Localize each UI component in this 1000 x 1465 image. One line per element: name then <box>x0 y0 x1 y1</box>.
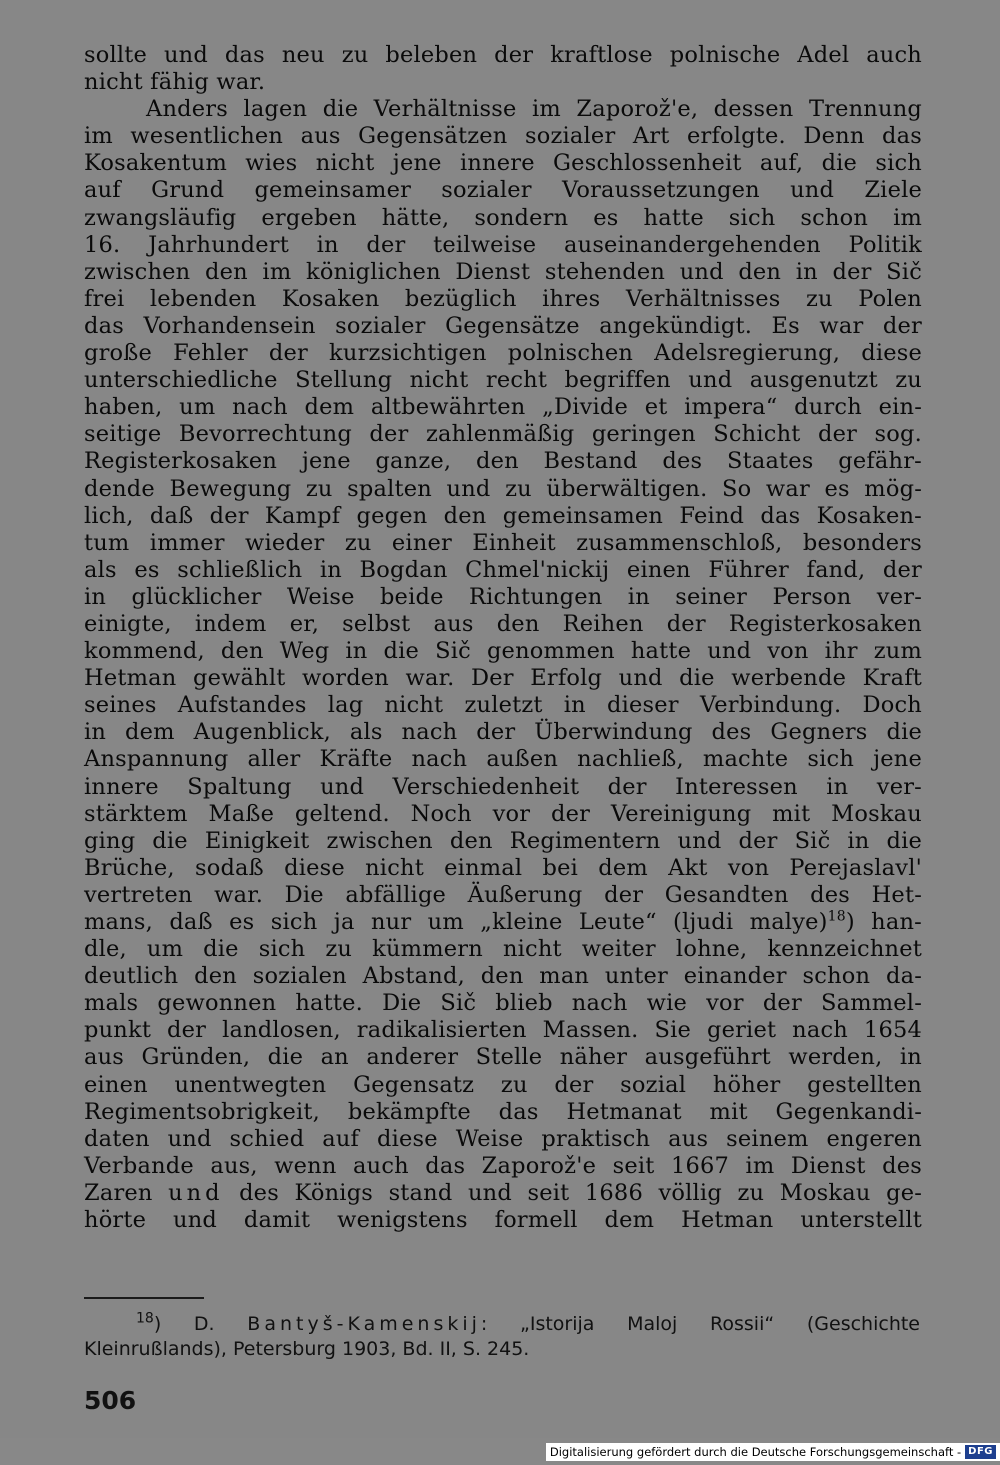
body-line: große Fehler der kurzsichtigen polnischen Adelsregierung, diese <box>84 340 922 367</box>
body-line: als es schließlich in Bogdan Chmel'nickij einen Führer fand, der <box>84 556 922 583</box>
dfg-credit-text: Digitalisierung gefördert durch die Deutsche Forschungsgemeinschaft - <box>549 1444 962 1459</box>
body-line: dle, um die sich zu kümmern nicht weiter lohne, kennzeichnet <box>84 936 922 963</box>
body-line: das Vorhandensein sozialer Gegensätze angekündigt. Es war der <box>84 312 922 339</box>
body-line: aus Gründen, die an anderer Stelle näher ausgeführt werden, in <box>84 1044 922 1071</box>
footnote-line-2: Kleinrußlands), Petersburg 1903, Bd. II, S. 245. <box>84 1338 530 1360</box>
body-line: stärktem Maße geltend. Noch vor der Vereinigung mit Moskau <box>84 800 922 827</box>
body-line: Zaren und des Königs stand und seit 1686 völlig zu Moskau ge- <box>84 1179 923 1206</box>
body-line: punkt der landlosen, radikalisierten Massen. Sie geriet nach 1654 <box>84 1017 922 1044</box>
body-line: zwangsläufig ergeben hätte, sondern es hatte sich schon im <box>84 204 922 231</box>
dfg-credit-bar <box>0 1438 1000 1465</box>
body-line: Verbande aus, wenn auch das Zaporož'e seit 1667 im Dienst des <box>84 1152 922 1179</box>
footnote-author: Bantyš-Kamenskij <box>247 1313 481 1335</box>
body-line: in glücklicher Weise beide Richtungen in seiner Person ver- <box>84 583 922 610</box>
body-line: Registerkosaken jene ganze, den Bestand des Staates gefähr- <box>84 448 922 475</box>
body-line: innere Spaltung und Verschiedenheit der Interessen in ver- <box>84 773 922 800</box>
body-line: deutlich den sozialen Abstand, den man unter einander schon da- <box>84 963 922 990</box>
body-line: sollte und das neu zu beleben der kraftlose polnische Adel auch <box>84 42 922 68</box>
body-text <box>84 42 922 1234</box>
body-line: haben, um nach dem altbewährten „Divide et impera“ durch ein- <box>84 394 922 421</box>
footnote-line-1: $^{18}$) D. Bantyš-Kamenskij: „Istorija Maloj Rossii“ (Geschichte <box>136 1310 920 1335</box>
body-line: seines Aufstandes lag nicht zuletzt in dieser Verbindung. Doch <box>84 692 922 719</box>
footnote-divider <box>84 1297 204 1299</box>
page-number: 506 <box>84 1386 137 1415</box>
body-line: Regimentsobrigkeit, bekämpfte das Hetmanat mit Gegenkandi- <box>84 1098 922 1125</box>
body-line: nicht fähig war. <box>84 69 266 96</box>
body-line: in dem Augenblick, als nach der Überwindung des Gegners die <box>84 719 922 746</box>
body-line: vertreten war. Die abfällige Äußerung der Gesandten des Het- <box>84 881 922 908</box>
body-line: Anspannung aller Kräfte nach außen nachließ, machte sich jene <box>84 746 922 773</box>
body-line: seitige Bevorrechtung der zahlenmäßig geringen Schicht der sog. <box>84 421 922 448</box>
body-line: mals gewonnen hatte. Die Sič blieb nach wie vor der Sammel- <box>84 990 922 1017</box>
body-line: dende Bewegung zu spalten und zu überwältigen. So war es mög- <box>84 475 922 502</box>
body-line: daten und schied auf diese Weise praktisch aus seinem engeren <box>84 1125 922 1152</box>
body-line: Hetman gewählt worden war. Der Erfolg und die werbende Kraft <box>84 665 922 692</box>
footnote-reference: 18 <box>827 908 846 925</box>
dfg-credit[interactable] <box>546 1443 1000 1461</box>
body-line: 16. Jahrhundert in der teilweise auseinandergehenden Politik <box>84 231 922 258</box>
body-line: einen unentwegten Gegensatz zu der sozial höher gestellten <box>84 1071 922 1098</box>
body-line: tum immer wieder zu einer Einheit zusammenschloß, besonders <box>84 529 922 556</box>
body-line: zwischen den im königlichen Dienst stehenden und den in der Sič <box>84 258 922 285</box>
body-line: Brüche, sodaß diese nicht einmal bei dem Akt von Perejaslavl' <box>84 854 922 881</box>
body-line: kommend, den Weg in die Sič genommen hatte und von ihr zum <box>84 638 922 665</box>
body-line: Anders lagen die Verhältnisse im Zaporož'e, dessen Trennung <box>146 96 922 123</box>
body-line: hörte und damit wenigstens formell dem Hetman unterstellt <box>84 1207 922 1234</box>
body-line: Kosakentum wies nicht jene innere Geschlossenheit auf, die sich <box>84 150 922 177</box>
footnote-marker: 18 <box>136 1310 154 1327</box>
footnote <box>84 1312 920 1362</box>
body-line: ging die Einigkeit zwischen den Regimentern und der Sič in die <box>84 827 922 854</box>
body-line: im wesentlichen aus Gegensätzen sozialer Art erfolgte. Denn das <box>84 123 922 150</box>
body-line: lich, daß der Kampf gegen den gemeinsamen Feind das Kosaken- <box>84 502 922 529</box>
body-line: frei lebenden Kosaken bezüglich ihres Verhältnisses zu Polen <box>84 285 922 312</box>
body-line: unterschiedliche Stellung nicht recht begriffen und ausgenutzt zu <box>84 367 922 394</box>
body-line: mans, daß es sich ja nur um „kleine Leute“ (ljudi malye)$^{18}$) han- <box>84 908 922 935</box>
body-line: einigte, indem er, selbst aus den Reihen der Registerkosaken <box>84 610 922 637</box>
dfg-logo: DFG <box>965 1445 996 1459</box>
body-line: auf Grund gemeinsamer sozialer Voraussetzungen und Ziele <box>84 177 922 204</box>
